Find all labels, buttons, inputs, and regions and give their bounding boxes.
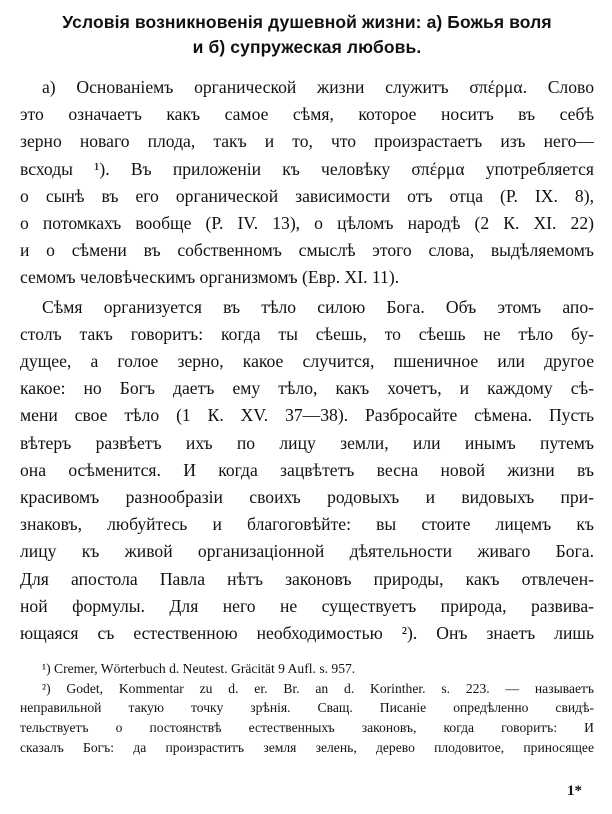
text-line: о сынѣ въ его органической зависимости отъ отца (Р. IX. 8), <box>20 185 594 206</box>
heading-line-2: и б) супружеская любовь. <box>192 37 422 57</box>
text-line: лицу къ живой организаціонной дѣятельности живаго Бога. <box>20 541 594 562</box>
text-line: семомъ человѣческимъ организмомъ (Евр. XI. 11). <box>20 267 400 288</box>
text-line: всходы ¹). Въ приложеніи къ человѣку σπέρμα употребляется <box>20 158 594 179</box>
footnote-line: ¹) Cremer, Wörterbuch d. Neutest. Gräcität 9 Aufl. s. 957. <box>42 661 356 677</box>
text-line: вѣтеръ развѣетъ ихъ по лицу земли, или инымъ путемъ <box>20 432 594 453</box>
text-line: Для апостола Павла нѣтъ законовъ природы, какъ отвлечен- <box>20 568 594 589</box>
text-line: и о сѣмени въ собственномъ смыслѣ этого слова, выдѣляемомъ <box>20 240 594 261</box>
text-line: мени свое тѣло (1 К. XV. 37—38). Разбросайте сѣмена. Пусть <box>20 405 594 426</box>
text-line: о потомкахъ вообще (Р. IV. 13), о цѣломъ народѣ (2 К. XI. 22) <box>20 213 594 234</box>
text-line: Сѣмя организуется въ тѣло силою Бога. Объ этомъ апо- <box>42 296 594 317</box>
text-line: какое: но Богъ даетъ ему тѣло, какъ хочетъ, и каждому сѣ- <box>20 378 594 399</box>
section-heading <box>20 10 594 60</box>
text-line: ющаяся съ естественною необходимостью ²). Онъ знаетъ лишь <box>20 623 594 644</box>
text-line: ной формулы. Для него не существуетъ природа, развива- <box>20 595 594 616</box>
footnote-line: тельствуетъ о постоянствѣ естественныхъ законовъ, когда говоритъ: И <box>20 720 594 736</box>
footnote-line: неправильной такую точку зрѣнія. Сващ. Писаніе опредѣленно свидѣ- <box>20 700 594 716</box>
paragraph-1 <box>20 74 594 292</box>
text-line: дущее, а голое зерно, какое случится, пшеничное или другое <box>20 351 594 372</box>
text-line: столъ такъ говоритъ: когда ты сѣешь, то сѣешь не тѣло бу- <box>20 323 594 344</box>
footnote-line: ²) Godet, Kommentar zu d. er. Br. an d. Korinther. s. 223. — называетъ <box>42 680 594 696</box>
text-line: а) Основаніемъ органической жизни служитъ σπέρμα. Слово <box>42 77 594 97</box>
text-line: это означаетъ какъ самое сѣмя, которое носитъ въ себѣ <box>20 104 594 125</box>
text-line: зерно новаго плода, такъ и то, что произрастаетъ изъ него— <box>20 131 594 152</box>
signature-mark: 1* <box>567 783 582 799</box>
footnotes <box>20 659 594 757</box>
paragraph-2 <box>20 294 594 648</box>
text-line: знаковъ, любуйтесь и благоговѣйте: вы стоите лицемъ къ <box>20 514 594 535</box>
heading-line-1: Условія возникновенія душевной жизни: а) Божья воля <box>62 12 552 32</box>
text-line: красивомъ разнообразіи своихъ родовыхъ и видовыхъ при- <box>20 487 594 508</box>
footnote-line: сказалъ Богъ: да произраститъ земля зелень, дерево плодовитое, приносящее <box>20 739 594 755</box>
text-line: она осѣменится. И когда зацвѣтетъ весна новой жизни въ <box>20 459 594 480</box>
